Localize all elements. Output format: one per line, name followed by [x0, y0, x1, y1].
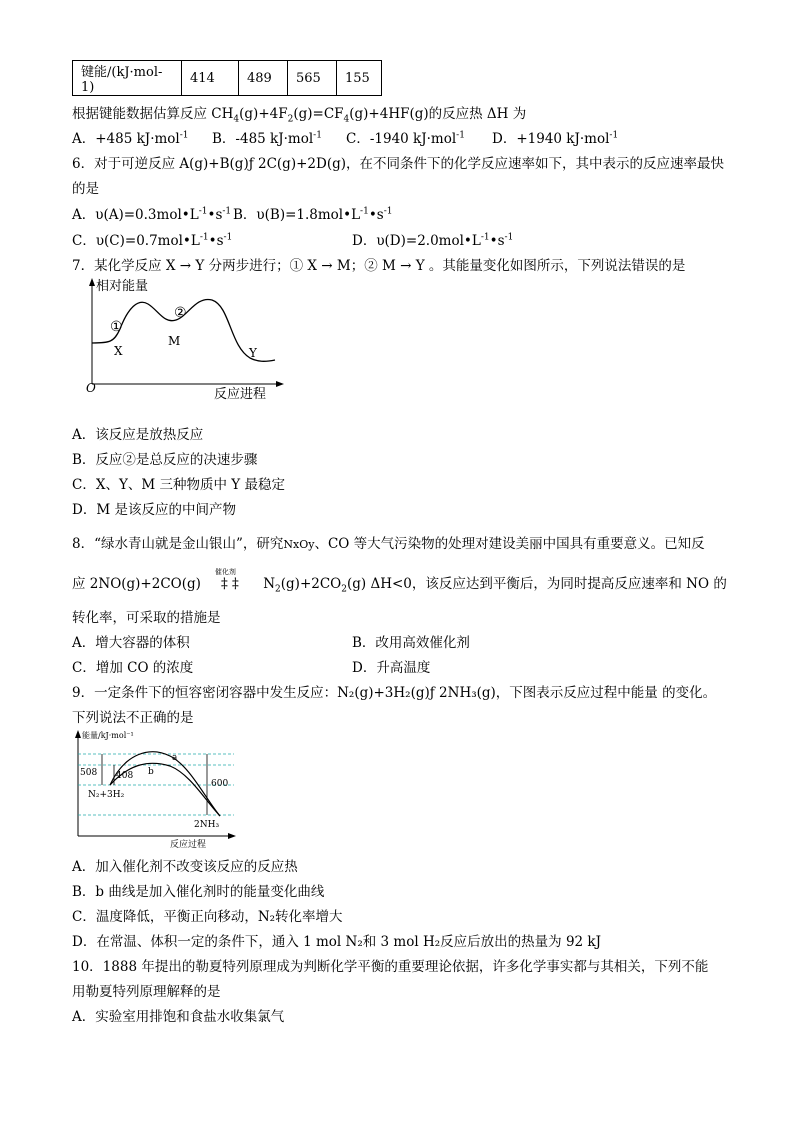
q8-stem-line1: 8．“绿水青山就是金山银山”，研究NxOy、CO 等大气污染物的处理对建设美丽中国具有重要意义。已知反: [72, 536, 705, 552]
q8-option-d: D．升高温度: [352, 660, 431, 676]
q9-stem-line1: 9．一定条件下的恒容密闭容器中发生反应：N₂(g)+3H₂(g)ƒ 2NH₃(g)，下图表示反应过程中能量 的变化。: [72, 685, 717, 701]
curve-b-label: b: [148, 767, 154, 777]
curve-a-label: a: [172, 753, 178, 763]
table-cell: 键能/(kJ·mol-1): [73, 61, 182, 96]
q7-option-c: C．X、Y、M 三种物质中 Y 最稳定: [72, 477, 285, 493]
q7-option-d: D．M 是该反应的中间产物: [72, 502, 236, 518]
origin-label: O: [86, 381, 96, 395]
y-axis-label: 能量/kJ·mol⁻¹: [82, 731, 134, 740]
x-label: X: [114, 344, 123, 358]
q6-option-a: A．$\upsilon(A)=0.3mol•L^{-1}•s^{-1}$: [72, 206, 232, 223]
curve-a: [110, 752, 220, 816]
x-axis-label: 反应进程: [214, 387, 267, 402]
q9-stem-line2: 下列说法不正确的是: [72, 710, 194, 726]
q5-option-a: A．+485 kJ·mol$^{-1}$: [72, 130, 189, 147]
step1-label: ①: [110, 319, 123, 335]
q7-option-b: B．反应②是总反应的决速步骤: [72, 452, 258, 468]
q5-option-d: D．+1940 kJ·mol$^{-1}$: [492, 130, 619, 147]
bond-energy-table: [72, 60, 382, 96]
table-cell: 489: [239, 61, 288, 96]
q8-stem-line2: 应 2NO(g)+2CO(g) 催化剂 ‡ ‡ $N_2(g)+2CO_2(g)$ ΔH<0，该反应达到平衡后，为同时提高反应速率和 NO 的: [72, 568, 727, 595]
table-cell: 414: [182, 61, 239, 96]
q9-option-d: D．在常温、体积一定的条件下，通入 1 mol N₂和 3 mol H₂反应后放出的热量为 92 kJ: [72, 934, 602, 950]
q6-option-c: C．$\upsilon(C)=0.7mol•L^{-1}•s^{-1}$: [72, 232, 233, 249]
step2-label: ②: [174, 305, 187, 321]
catalyst-label: 催化剂: [214, 568, 236, 576]
x-axis-label: 反应过程: [170, 840, 207, 850]
y-axis-arrow: [75, 730, 81, 738]
q8-option-b: B．改用高效催化剂: [352, 635, 470, 651]
q5-option-b: B．-485 kJ·mol$^{-1}$: [212, 130, 322, 147]
q6-stem-line2: 的是: [72, 181, 99, 197]
x-axis-arrow: [276, 381, 284, 387]
q8-option-c: C．增加 CO 的浓度: [72, 660, 194, 676]
q7-stem: 7．某化学反应 X → Y 分两步进行；① X → M；② M → Y 。其能量变化如图所示，下列说法错误的是: [72, 258, 686, 274]
y-label: Y: [249, 346, 257, 360]
q6-option-d: D．$\upsilon(D)=2.0mol•L^{-1}•s^{-1}$: [352, 232, 514, 249]
value-508: 508: [80, 768, 98, 778]
m-label: M: [168, 334, 181, 348]
q5-stem: 根据键能数据估算反应 $CH_4(g)+4F_2(g)=CF_4(g)+4HF(g)$的反应热 ΔH 为: [72, 106, 527, 125]
reactant-label: N₂+3H₂: [88, 790, 125, 800]
product-label: 2NH₃: [194, 820, 220, 830]
value-408: 408: [116, 771, 134, 781]
q5-option-c: C．-1940 kJ·mol$^{-1}$: [346, 130, 465, 147]
table-cell: 155: [337, 61, 382, 96]
q9-energy-diagram: [70, 728, 240, 850]
q6-option-b: B．$\upsilon(B)=1.8mol•L^{-1}•s^{-1}$: [233, 206, 393, 223]
q10-stem-line1: 10．1888 年提出的勒夏特列原理成为判断化学平衡的重要理论依据，许多化学事实都与其相关，下列不能: [72, 959, 709, 975]
q8-option-a: A．增大容器的体积: [72, 635, 190, 651]
q10-option-a: A．实验室用排饱和食盐水收集氯气: [72, 1009, 285, 1025]
value-600: 600: [211, 779, 229, 789]
q9-option-c: C．温度降低，平衡正向移动，N₂转化率增大: [72, 909, 343, 925]
y-axis-arrow: [89, 278, 95, 286]
table-cell: 565: [288, 61, 337, 96]
q7-energy-diagram: [80, 274, 290, 404]
x-axis-arrow: [228, 833, 236, 839]
q10-stem-line2: 用勒夏特列原理解释的是: [72, 984, 221, 1000]
q9-option-b: B．b 曲线是加入催化剂时的能量变化曲线: [72, 884, 325, 900]
table-row: [73, 61, 382, 96]
y-axis-label: 相对能量: [96, 279, 149, 294]
q7-option-a: A．该反应是放热反应: [72, 427, 204, 443]
q6-stem-line1: 6．对于可逆反应 A(g)+B(g)ƒ 2C(g)+2D(g)，在不同条件下的化学反应速率如下，其中表示的反应速率最快: [72, 156, 724, 172]
q8-stem-line3: 转化率，可采取的措施是: [72, 610, 221, 626]
q9-option-a: A．加入催化剂不改变该反应的反应热: [72, 859, 298, 875]
